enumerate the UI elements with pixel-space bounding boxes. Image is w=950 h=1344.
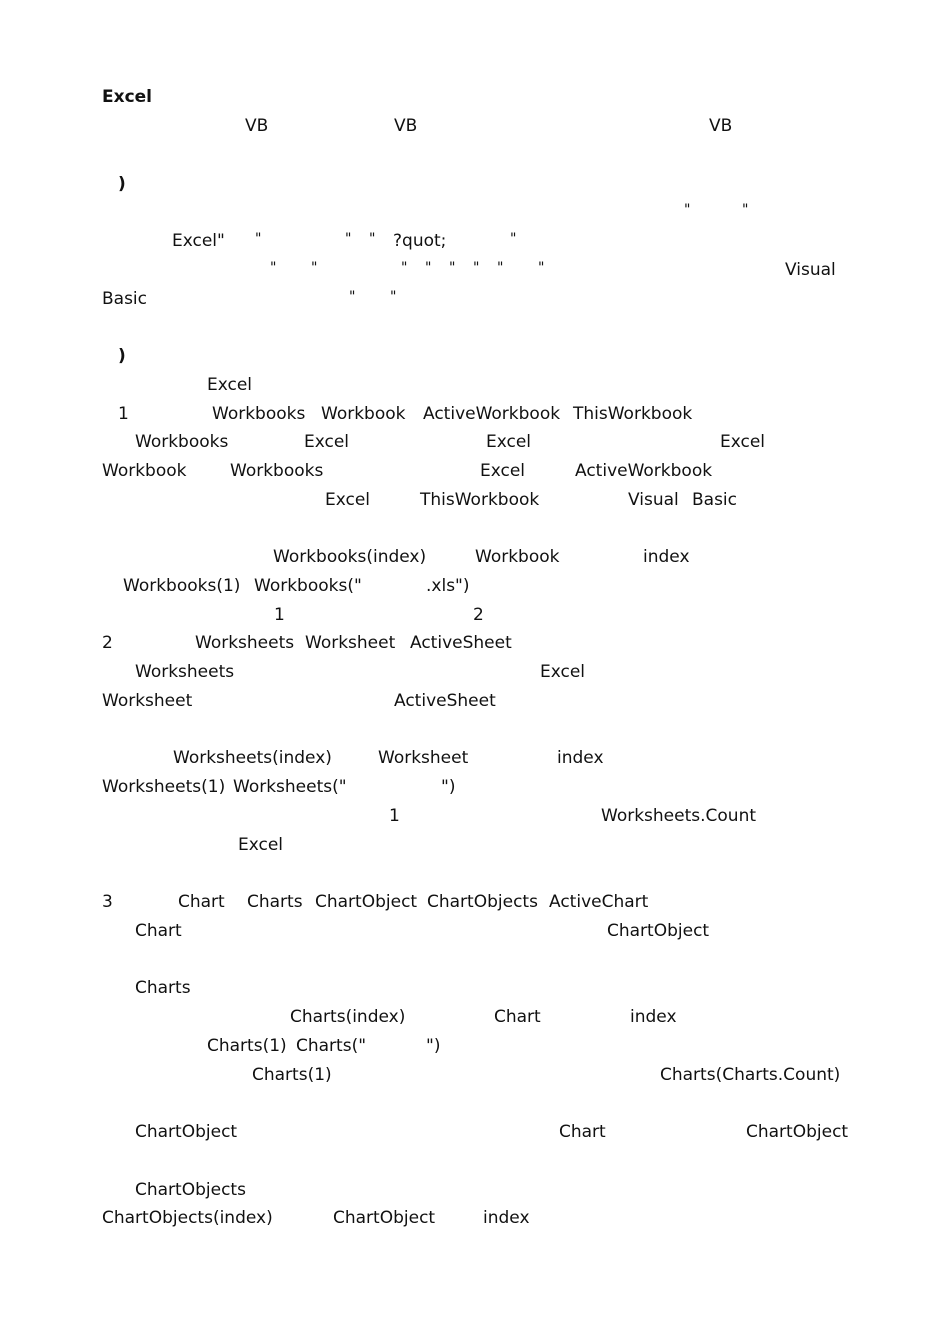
code-worksheets-name: Worksheets(" [233,777,347,797]
text-workbook: Workbook [102,461,187,481]
code-charts-name: Charts(" [296,1036,367,1056]
quote-mark: " [369,231,376,247]
text-chart: Chart [559,1122,606,1142]
code-charts-index: Charts(index) [290,1007,406,1027]
text-charts: Charts [247,892,303,912]
text-worksheets: Worksheets [135,662,235,682]
text-chart: Chart [135,921,182,941]
text-worksheet: Worksheet [378,748,469,768]
text-index: index [643,547,690,567]
text-excel: Excel [207,375,253,395]
text-worksheet: Worksheet [102,691,193,711]
code-close: ") [426,1036,441,1056]
code-workbooks-1: Workbooks(1) [123,576,241,596]
text-activechart: ActiveChart [549,892,649,912]
code-worksheets-index: Worksheets(index) [173,748,332,768]
code-charts-1: Charts(1) [207,1036,287,1056]
text-charts: Charts [135,978,191,998]
code-workbooks-name: Workbooks(" [254,576,362,596]
text-chartobject: ChartObject [333,1208,436,1228]
text-index: index [630,1007,677,1027]
text-number: 2 [473,605,484,625]
code-close: ") [441,777,456,797]
quote-mark: " [497,260,504,276]
text-vb: VB [709,116,733,136]
quote-mark: " [538,260,545,276]
text-chart: Chart [178,892,225,912]
doc-title: Excel [102,87,153,107]
text-number: 1 [274,605,285,625]
text-chart: Chart [494,1007,541,1027]
text-workbooks: Workbooks [135,432,229,452]
section-paren: ) [118,346,126,366]
text-excel: Excel [486,432,532,452]
text-excel: Excel [480,461,526,481]
text-workbooks: Workbooks [212,404,306,424]
text-basic: Basic [692,490,738,510]
text-activesheet: ActiveSheet [410,633,512,653]
item-number: 3 [102,892,113,912]
text-chartobjects: ChartObjects [135,1180,246,1200]
quote-mark: " [425,260,432,276]
text-chartobject: ChartObject [607,921,710,941]
code-worksheets-1: Worksheets(1) [102,777,226,797]
code-chartobjects-index: ChartObjects(index) [102,1208,273,1228]
text-excel: Excel [540,662,586,682]
text-visual: Visual [628,490,679,510]
text-vb: VB [245,116,269,136]
item-number: 1 [118,404,129,424]
text-workbook: Workbook [321,404,406,424]
text-worksheet: Worksheet [305,633,396,653]
text-thisworkbook: ThisWorkbook [573,404,693,424]
text-thisworkbook: ThisWorkbook [420,490,540,510]
text-excel: Excel" [172,231,225,251]
text-worksheets: Worksheets [195,633,295,653]
item-number: 2 [102,633,113,653]
text-vb: VB [394,116,418,136]
text-workbooks: Workbooks [230,461,324,481]
quote-mark: " [390,289,397,305]
quote-mark: " [270,260,277,276]
quote-mark: " [742,202,749,218]
quote-mark: " [684,202,691,218]
quote-mark: " [311,260,318,276]
code-workbooks-index: Workbooks(index) [273,547,427,567]
code-worksheets-count: Worksheets.Count [601,806,757,826]
text-chartobject: ChartObject [746,1122,849,1142]
text-activeworkbook: ActiveWorkbook [575,461,713,481]
text-index: index [483,1208,530,1228]
text-number: 1 [389,806,400,826]
text-workbook: Workbook [475,547,560,567]
code-xls: .xls") [426,576,470,596]
quote-mark: " [473,260,480,276]
section-paren: ) [118,174,126,194]
text-excel: Excel [720,432,766,452]
text-visual: Visual [785,260,836,280]
quote-mark: " [345,231,352,247]
quote-mark: " [349,289,356,305]
quote-mark: " [449,260,456,276]
quote-mark: " [401,260,408,276]
text-chartobject: ChartObject [315,892,418,912]
text-chartobjects: ChartObjects [427,892,538,912]
code-charts-count: Charts(Charts.Count) [660,1065,841,1085]
text-index: index [557,748,604,768]
text-activesheet: ActiveSheet [394,691,496,711]
text-quot: ?quot; [393,231,447,251]
quote-mark: " [255,231,262,247]
text-excel: Excel [325,490,371,510]
text-excel: Excel [238,835,284,855]
text-activeworkbook: ActiveWorkbook [423,404,561,424]
code-charts-1: Charts(1) [252,1065,332,1085]
text-chartobject: ChartObject [135,1122,238,1142]
text-excel: Excel [304,432,350,452]
text-basic: Basic [102,289,148,309]
quote-mark: " [510,231,517,247]
